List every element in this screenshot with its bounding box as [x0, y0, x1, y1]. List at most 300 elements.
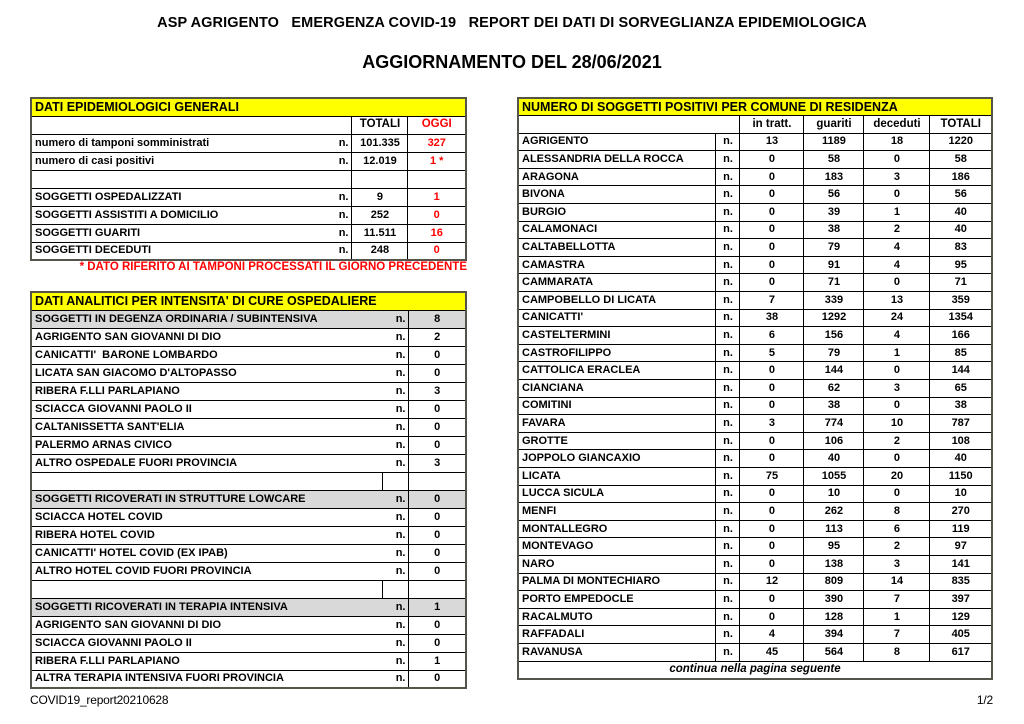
deceduti-value: 8: [864, 643, 930, 661]
file-name: COVID19_report20210628: [30, 693, 169, 707]
deceduti-value: 7: [864, 626, 930, 644]
comune-row: [518, 538, 992, 556]
guariti-value: 1055: [804, 467, 864, 485]
in-tratt-value: 0: [740, 256, 804, 274]
row-label: [31, 472, 383, 490]
comune-row: [518, 467, 992, 485]
comune-row: [518, 397, 992, 415]
section-row: [31, 490, 466, 508]
count-value: 0: [409, 526, 466, 544]
blank-header-cell: [518, 116, 740, 134]
row-label: SOGGETTI ASSISTITI A DOMICILIO: [31, 206, 330, 224]
unit-label: n.: [330, 224, 352, 242]
in-tratt-value: 0: [740, 591, 804, 609]
comune-name: RAFFADALI: [518, 626, 716, 644]
hospital-table-title-row: [31, 292, 466, 310]
unit-label: [383, 580, 409, 598]
row-label: RIBERA HOTEL COVID: [31, 526, 383, 544]
deceduti-value: 7: [864, 591, 930, 609]
comune-name: PALMA DI MONTECHIARO: [518, 573, 716, 591]
in-tratt-value: 3: [740, 415, 804, 433]
guariti-value: 113: [804, 520, 864, 538]
item-row: [31, 508, 466, 526]
unit-label: n.: [716, 643, 740, 661]
in-tratt-value: 13: [740, 133, 804, 151]
count-value: 2: [409, 328, 466, 346]
comune-row: [518, 432, 992, 450]
guariti-value: 106: [804, 432, 864, 450]
guariti-value: 79: [804, 239, 864, 257]
section-row: [31, 598, 466, 616]
unit-label: n.: [716, 151, 740, 169]
unit-label: n.: [716, 626, 740, 644]
deceduti-column-header: deceduti: [864, 116, 930, 134]
spacer-row: [31, 580, 466, 598]
in-tratt-value: 0: [740, 538, 804, 556]
count-value: 3: [409, 382, 466, 400]
row-label: PALERMO ARNAS CIVICO: [31, 436, 383, 454]
guariti-value: 564: [804, 643, 864, 661]
unit-label: n.: [716, 168, 740, 186]
comune-name: LICATA: [518, 467, 716, 485]
deceduti-value: 4: [864, 327, 930, 345]
comune-name: CANICATTI': [518, 309, 716, 327]
totali-value: 85: [930, 344, 992, 362]
count-value: 0: [409, 634, 466, 652]
guariti-value: 10: [804, 485, 864, 503]
totali-value: 248: [352, 242, 408, 260]
row-label: CALTANISSETTA SANT'ELIA: [31, 418, 383, 436]
deceduti-value: 3: [864, 380, 930, 398]
general-table-title-row: [31, 98, 466, 116]
count-value: 0: [409, 436, 466, 454]
deceduti-value: 1: [864, 204, 930, 222]
guariti-value: 39: [804, 204, 864, 222]
item-row: [31, 400, 466, 418]
totali-value: 835: [930, 573, 992, 591]
in-tratt-value: 0: [740, 274, 804, 292]
deceduti-value: 0: [864, 450, 930, 468]
unit-label: n.: [383, 418, 409, 436]
guariti-value: 144: [804, 362, 864, 380]
comune-name: CASTROFILIPPO: [518, 344, 716, 362]
comune-row: [518, 292, 992, 310]
comune-row: [518, 643, 992, 661]
in-tratt-value: 0: [740, 362, 804, 380]
count-value: 8: [409, 310, 466, 328]
comune-name: PORTO EMPEDOCLE: [518, 591, 716, 609]
comune-row: [518, 503, 992, 521]
comune-row: [518, 239, 992, 257]
row-label: AGRIGENTO SAN GIOVANNI DI DIO: [31, 616, 383, 634]
comune-name: NARO: [518, 555, 716, 573]
in-tratt-value: 4: [740, 626, 804, 644]
count-value: 0: [409, 490, 466, 508]
comune-name: BIVONA: [518, 186, 716, 204]
unit-label: n.: [383, 508, 409, 526]
in-tratt-value: 0: [740, 168, 804, 186]
row-label: SOGGETTI RICOVERATI IN STRUTTURE LOWCARE: [31, 490, 383, 508]
general-row: [31, 134, 466, 152]
comune-row: [518, 344, 992, 362]
comune-row: [518, 204, 992, 222]
general-data-table: [30, 97, 467, 261]
unit-label: n.: [330, 188, 352, 206]
general-row: [31, 188, 466, 206]
guariti-value: 71: [804, 274, 864, 292]
guariti-value: 62: [804, 380, 864, 398]
unit-label: n.: [716, 362, 740, 380]
oggi-value: 1: [408, 188, 466, 206]
comune-name: RACALMUTO: [518, 608, 716, 626]
totali-value: 12.019: [352, 152, 408, 170]
row-label: CANICATTI' HOTEL COVID (EX IPAB): [31, 544, 383, 562]
count-value: 1: [409, 652, 466, 670]
row-label: RIBERA F.LLI PARLAPIANO: [31, 652, 383, 670]
comune-name: AGRIGENTO: [518, 133, 716, 151]
unit-label: n.: [716, 204, 740, 222]
count-value: 3: [409, 454, 466, 472]
totali-value: 9: [352, 188, 408, 206]
comune-name: CASTELTERMINI: [518, 327, 716, 345]
totali-value: 359: [930, 292, 992, 310]
comune-row: [518, 555, 992, 573]
blank-totali-cell: [352, 170, 408, 188]
in-tratt-value: 6: [740, 327, 804, 345]
totali-column-header: TOTALI: [352, 116, 408, 134]
comune-row: [518, 573, 992, 591]
row-label: SOGGETTI OSPEDALIZZATI: [31, 188, 330, 206]
deceduti-value: 1: [864, 608, 930, 626]
guariti-value: 809: [804, 573, 864, 591]
guariti-value: 38: [804, 397, 864, 415]
comune-name: CATTOLICA ERACLEA: [518, 362, 716, 380]
item-row: [31, 454, 466, 472]
item-row: [31, 346, 466, 364]
tamponi-footnote: * DATO RIFERITO AI TAMPONI PROCESSATI IL GIORNO PRECEDENTE: [79, 261, 467, 273]
totali-value: 144: [930, 362, 992, 380]
general-table-body: [31, 134, 466, 260]
totali-value: 40: [930, 221, 992, 239]
totali-value: 787: [930, 415, 992, 433]
row-label: ALTRO OSPEDALE FUORI PROVINCIA: [31, 454, 383, 472]
general-row: [31, 224, 466, 242]
guariti-column-header: guariti: [804, 116, 864, 134]
guariti-value: 1189: [804, 133, 864, 151]
unit-label: n.: [383, 544, 409, 562]
totali-value: 405: [930, 626, 992, 644]
in-tratt-value: 0: [740, 221, 804, 239]
in-tratt-value: 0: [740, 608, 804, 626]
comune-name: CALAMONACI: [518, 221, 716, 239]
count-value: 0: [409, 508, 466, 526]
comune-name: JOPPOLO GIANCAXIO: [518, 450, 716, 468]
totali-value: 252: [352, 206, 408, 224]
comune-row: [518, 309, 992, 327]
unit-label: n.: [716, 503, 740, 521]
comuni-table-body: [518, 133, 992, 661]
comune-row: [518, 168, 992, 186]
spacer-row: [31, 472, 466, 490]
row-label: CANICATTI' BARONE LOMBARDO: [31, 346, 383, 364]
guariti-value: 128: [804, 608, 864, 626]
totali-value: 11.511: [352, 224, 408, 242]
comune-row: [518, 256, 992, 274]
unit-label: n.: [716, 485, 740, 503]
report-title: ASP AGRIGENTO EMERGENZA COVID-19 REPORT DEI DATI DI SORVEGLIANZA EPIDEMIOLOGICA: [157, 15, 867, 31]
deceduti-value: 24: [864, 309, 930, 327]
comune-row: [518, 380, 992, 398]
row-label: [31, 580, 383, 598]
continuation-note: continua nella pagina seguente: [518, 661, 992, 679]
item-row: [31, 382, 466, 400]
comune-row: [518, 362, 992, 380]
comune-name: CAMMARATA: [518, 274, 716, 292]
unit-label: n.: [383, 328, 409, 346]
totali-value: 397: [930, 591, 992, 609]
in-tratt-column-header: in tratt.: [740, 116, 804, 134]
deceduti-value: 2: [864, 221, 930, 239]
oggi-value: 327: [408, 134, 466, 152]
unit-label: n.: [716, 274, 740, 292]
comuni-table-title: NUMERO DI SOGGETTI POSITIVI PER COMUNE DI RESIDENZA: [518, 98, 992, 116]
totali-value: 10: [930, 485, 992, 503]
count-value: 0: [409, 544, 466, 562]
deceduti-value: 3: [864, 168, 930, 186]
item-row: [31, 526, 466, 544]
comuni-table-header-row: [518, 116, 992, 134]
unit-label: n.: [716, 292, 740, 310]
count-value: [409, 472, 466, 490]
deceduti-value: 8: [864, 503, 930, 521]
unit-label: n.: [383, 670, 409, 688]
in-tratt-value: 0: [740, 397, 804, 415]
deceduti-value: 20: [864, 467, 930, 485]
unit-label: n.: [716, 256, 740, 274]
totali-value: 38: [930, 397, 992, 415]
deceduti-value: 10: [864, 415, 930, 433]
totali-value: 141: [930, 555, 992, 573]
unit-label: n.: [383, 490, 409, 508]
row-label: SOGGETTI DECEDUTI: [31, 242, 330, 260]
count-value: 0: [409, 616, 466, 634]
count-value: 0: [409, 346, 466, 364]
comune-name: BURGIO: [518, 204, 716, 222]
unit-label: n.: [383, 382, 409, 400]
unit-label: n.: [716, 344, 740, 362]
hospital-care-table: [30, 291, 467, 689]
totali-value: 166: [930, 327, 992, 345]
count-value: 0: [409, 562, 466, 580]
guariti-value: 95: [804, 538, 864, 556]
oggi-value: 1 *: [408, 152, 466, 170]
in-tratt-value: 0: [740, 239, 804, 257]
in-tratt-value: 38: [740, 309, 804, 327]
unit-label: n.: [383, 634, 409, 652]
deceduti-value: 3: [864, 555, 930, 573]
totali-value: 40: [930, 450, 992, 468]
unit-label: n.: [383, 652, 409, 670]
comuni-positives-table: [517, 97, 993, 680]
comune-row: [518, 274, 992, 292]
unit-label: n.: [383, 616, 409, 634]
item-row: [31, 418, 466, 436]
comune-row: [518, 608, 992, 626]
guariti-value: 58: [804, 151, 864, 169]
row-label: SCIACCA GIOVANNI PAOLO II: [31, 400, 383, 418]
unit-label: n.: [383, 346, 409, 364]
row-label: numero di tamponi somministrati: [31, 134, 330, 152]
row-label: SOGGETTI GUARITI: [31, 224, 330, 242]
comune-name: ARAGONA: [518, 168, 716, 186]
totali-value: 97: [930, 538, 992, 556]
comune-row: [518, 626, 992, 644]
row-label: SOGGETTI RICOVERATI IN TERAPIA INTENSIVA: [31, 598, 383, 616]
count-value: 0: [409, 400, 466, 418]
unit-label: n.: [716, 432, 740, 450]
general-row: [31, 242, 466, 260]
item-row: [31, 328, 466, 346]
unit-label: n.: [716, 221, 740, 239]
count-value: 1: [409, 598, 466, 616]
totali-value: 95: [930, 256, 992, 274]
row-label: RIBERA F.LLI PARLAPIANO: [31, 382, 383, 400]
deceduti-value: 0: [864, 362, 930, 380]
general-row: [31, 152, 466, 170]
unit-label: n.: [716, 186, 740, 204]
unit-label: n.: [716, 133, 740, 151]
guariti-value: 56: [804, 186, 864, 204]
count-value: 0: [409, 364, 466, 382]
unit-label: n.: [716, 573, 740, 591]
guariti-value: 262: [804, 503, 864, 521]
guariti-value: 91: [804, 256, 864, 274]
comune-name: CIANCIANA: [518, 380, 716, 398]
deceduti-value: 2: [864, 432, 930, 450]
deceduti-value: 0: [864, 151, 930, 169]
comune-row: [518, 327, 992, 345]
row-label: SCIACCA GIOVANNI PAOLO II: [31, 634, 383, 652]
unit-label: n.: [716, 591, 740, 609]
unit-label: n.: [330, 152, 352, 170]
guariti-value: 138: [804, 555, 864, 573]
hospital-table-title: DATI ANALITICI PER INTENSITA' DI CURE OSPEDALIERE: [31, 292, 466, 310]
totali-value: 108: [930, 432, 992, 450]
oggi-column-header: OGGI: [408, 116, 466, 134]
item-row: [31, 652, 466, 670]
comune-row: [518, 485, 992, 503]
unit-label: n.: [716, 309, 740, 327]
row-label: ALTRA TERAPIA INTENSIVA FUORI PROVINCIA: [31, 670, 383, 688]
comune-name: MONTALLEGRO: [518, 520, 716, 538]
unit-label: n.: [383, 400, 409, 418]
in-tratt-value: 0: [740, 432, 804, 450]
comune-row: [518, 186, 992, 204]
deceduti-value: 4: [864, 239, 930, 257]
in-tratt-value: 0: [740, 450, 804, 468]
comune-name: FAVARA: [518, 415, 716, 433]
totali-value: 40: [930, 204, 992, 222]
deceduti-value: 13: [864, 292, 930, 310]
comune-name: ALESSANDRIA DELLA ROCCA: [518, 151, 716, 169]
comune-row: [518, 221, 992, 239]
guariti-value: 394: [804, 626, 864, 644]
general-table-title: DATI EPIDEMIOLOGICI GENERALI: [31, 98, 466, 116]
comune-row: [518, 151, 992, 169]
totali-value: 186: [930, 168, 992, 186]
blank-cell: [31, 170, 352, 188]
comune-name: GROTTE: [518, 432, 716, 450]
comune-row: [518, 450, 992, 468]
blank-header-cell: [31, 116, 352, 134]
item-row: [31, 670, 466, 688]
unit-label: n.: [716, 450, 740, 468]
general-table-header-row: [31, 116, 466, 134]
in-tratt-value: 0: [740, 204, 804, 222]
in-tratt-value: 45: [740, 643, 804, 661]
deceduti-value: 1: [864, 344, 930, 362]
unit-label: n.: [383, 598, 409, 616]
page-footer: [30, 693, 993, 707]
comune-row: [518, 520, 992, 538]
oggi-value: 0: [408, 242, 466, 260]
in-tratt-value: 0: [740, 520, 804, 538]
totali-value: 58: [930, 151, 992, 169]
totali-value: 1354: [930, 309, 992, 327]
in-tratt-value: 0: [740, 380, 804, 398]
comune-name: MENFI: [518, 503, 716, 521]
section-row: [31, 310, 466, 328]
unit-label: n.: [716, 520, 740, 538]
in-tratt-value: 0: [740, 186, 804, 204]
unit-label: n.: [383, 310, 409, 328]
item-row: [31, 634, 466, 652]
unit-label: [383, 472, 409, 490]
row-label: numero di casi positivi: [31, 152, 330, 170]
totali-value: 1150: [930, 467, 992, 485]
page-number: 1/2: [976, 693, 993, 707]
item-row: [31, 436, 466, 454]
in-tratt-value: 0: [740, 555, 804, 573]
guariti-value: 40: [804, 450, 864, 468]
in-tratt-value: 75: [740, 467, 804, 485]
count-value: [409, 580, 466, 598]
unit-label: n.: [716, 239, 740, 257]
guariti-value: 1292: [804, 309, 864, 327]
unit-label: n.: [716, 397, 740, 415]
totali-value: 617: [930, 643, 992, 661]
count-value: 0: [409, 670, 466, 688]
unit-label: n.: [330, 134, 352, 152]
deceduti-value: 4: [864, 256, 930, 274]
spacer-row: [31, 170, 466, 188]
item-row: [31, 616, 466, 634]
row-label: SCIACCA HOTEL COVID: [31, 508, 383, 526]
count-value: 0: [409, 418, 466, 436]
item-row: [31, 364, 466, 382]
unit-label: n.: [330, 242, 352, 260]
comune-row: [518, 591, 992, 609]
totali-column-header: TOTALI: [930, 116, 992, 134]
unit-label: n.: [383, 526, 409, 544]
hospital-table-body: [31, 310, 466, 688]
deceduti-value: 18: [864, 133, 930, 151]
unit-label: n.: [716, 327, 740, 345]
deceduti-value: 0: [864, 397, 930, 415]
in-tratt-value: 0: [740, 485, 804, 503]
totali-value: 119: [930, 520, 992, 538]
oggi-value: 16: [408, 224, 466, 242]
